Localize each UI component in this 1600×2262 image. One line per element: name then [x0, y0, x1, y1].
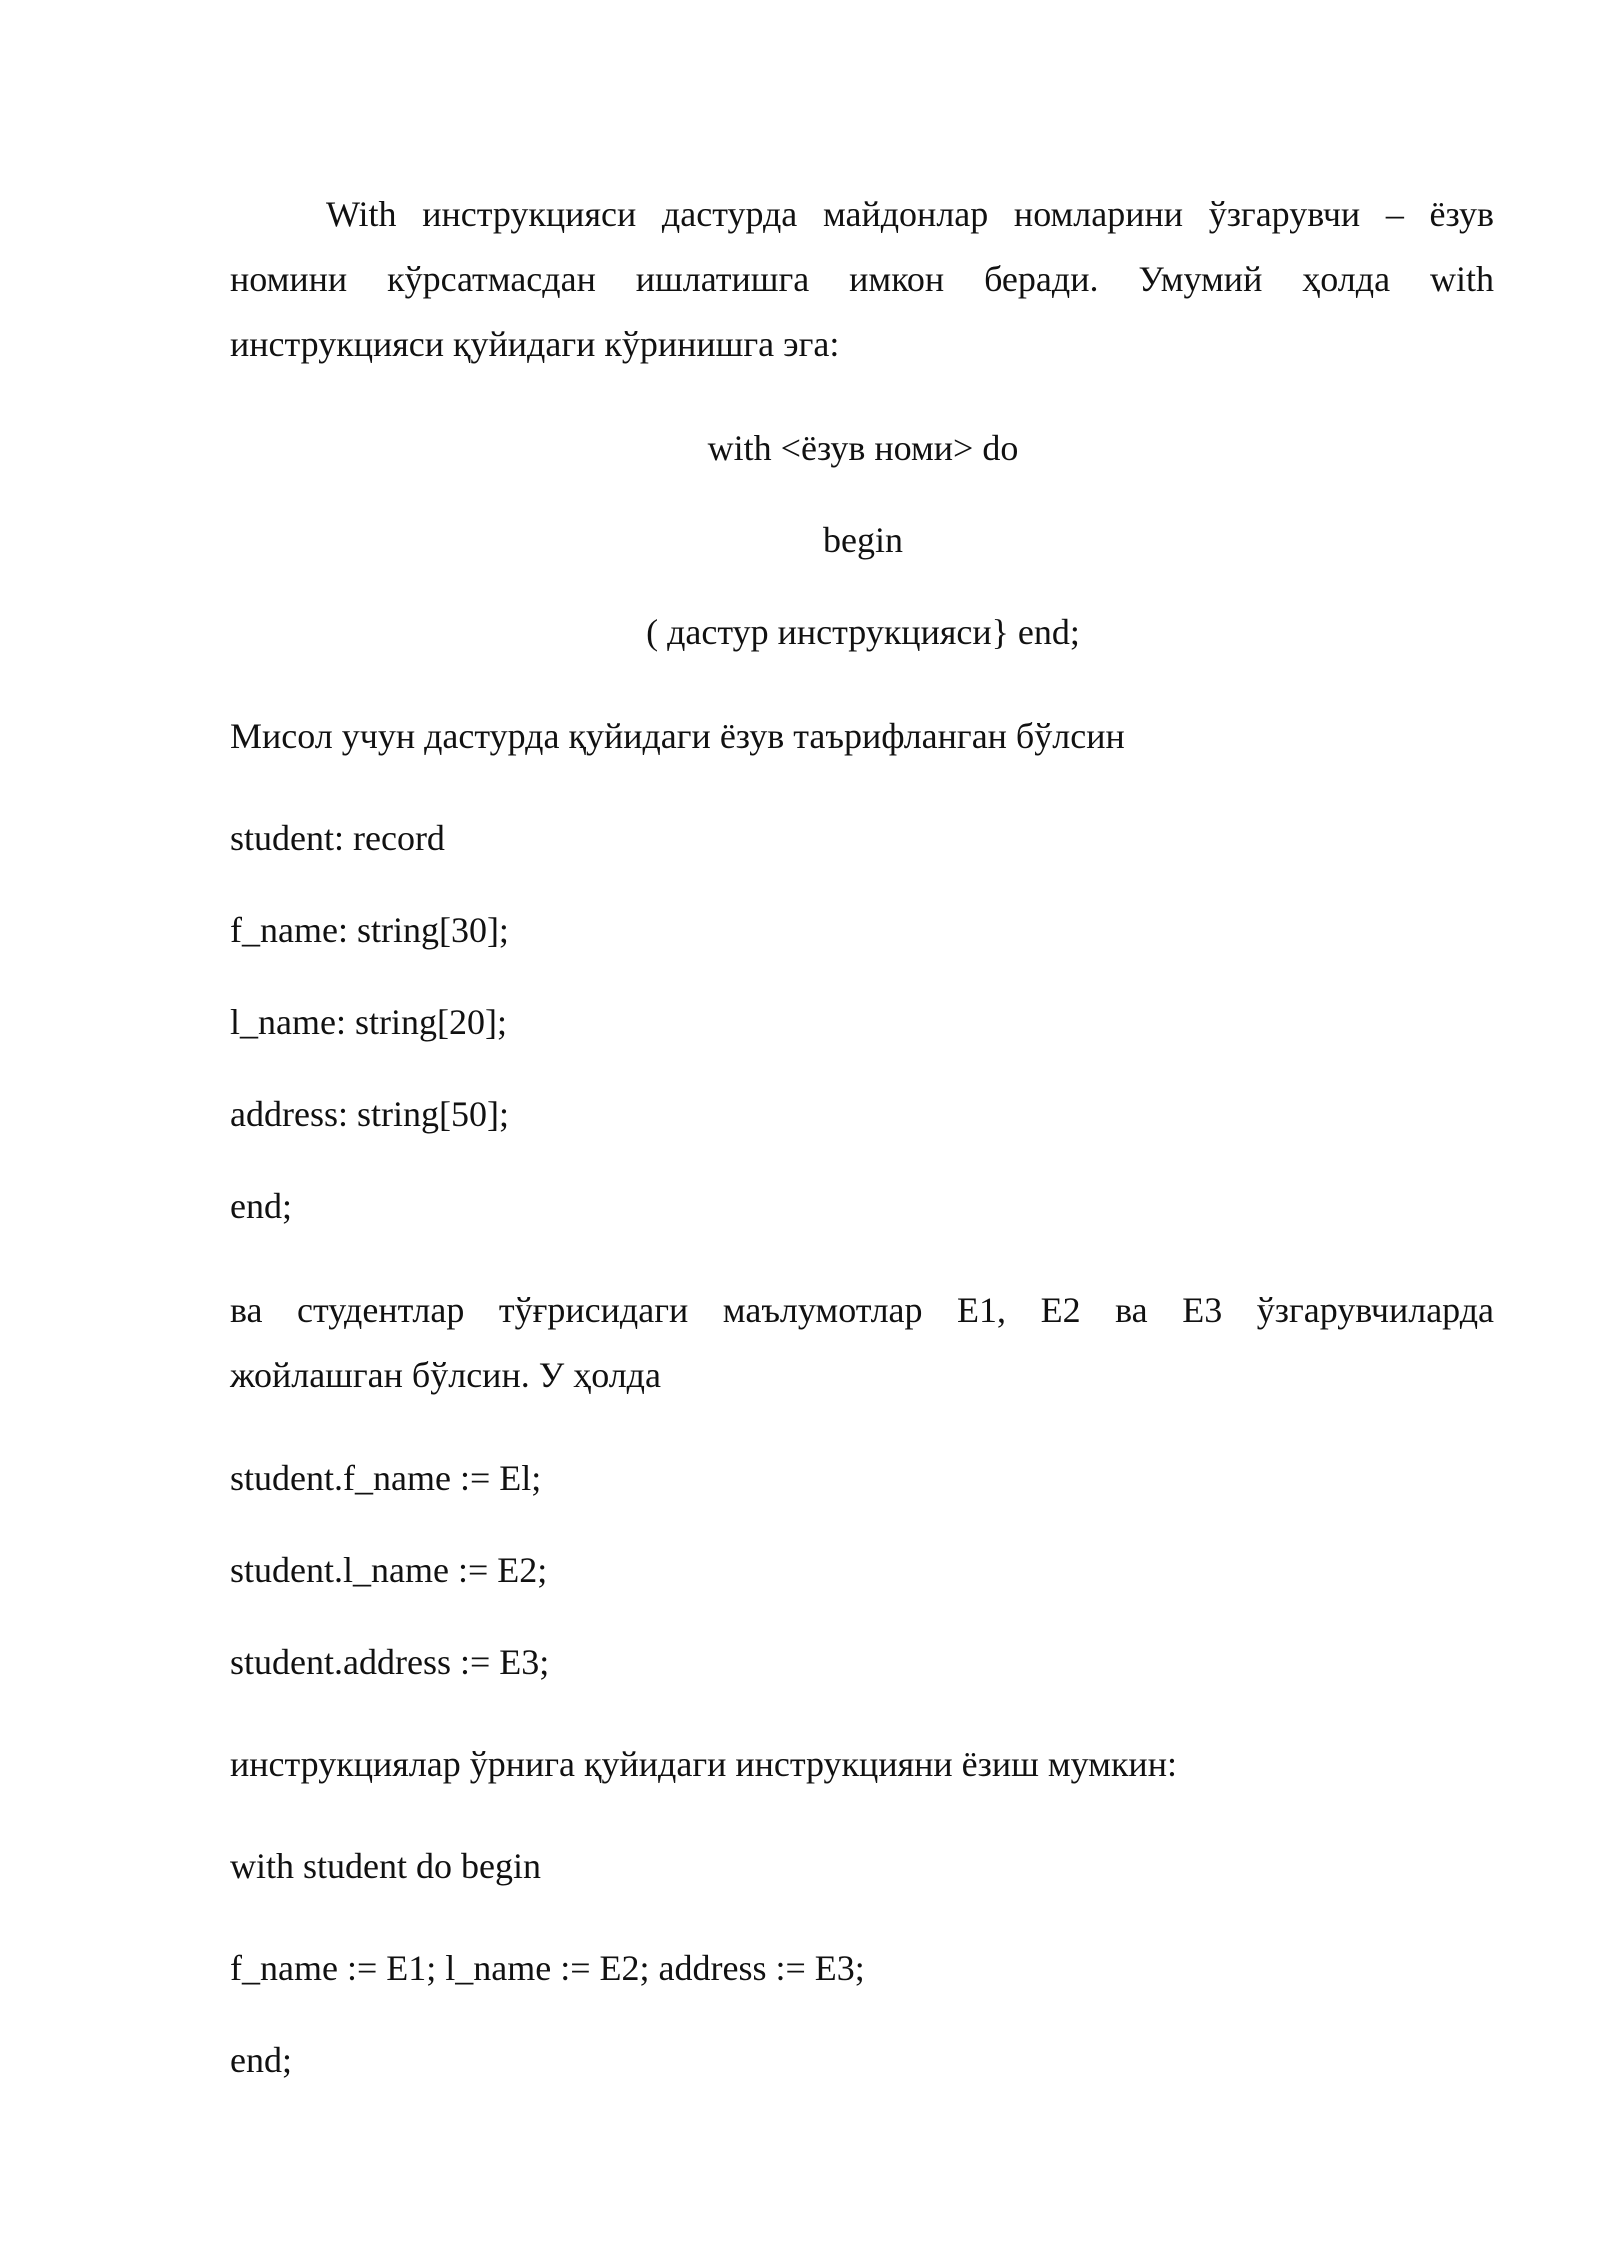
code-line: f_name := E1; l_name := E2; address := E3;	[230, 1948, 865, 1988]
code-line: student: record	[230, 818, 445, 858]
paragraph-line: With инструкцияси дастурда майдонлар номларини ўзгарувчи – ёзув	[326, 194, 1494, 234]
code-line: l_name: string[20];	[230, 1002, 507, 1042]
code-line: student.address := E3;	[230, 1642, 550, 1682]
code-line: student.f_name := El;	[230, 1458, 542, 1498]
paragraph-line: ва студентлар тўғрисидаги маълумотлар E1, E2 ва E3 ўзгарувчиларда	[230, 1290, 1494, 1330]
code-line: end;	[230, 2040, 292, 2080]
code-line: f_name: string[30];	[230, 910, 509, 950]
paragraph-line: номини кўрсатмасдан ишлатишга имкон беради. Умумий ҳолда with	[230, 259, 1494, 299]
code-line: student.l_name := E2;	[230, 1550, 548, 1590]
example-intro: Мисол учун дастурда қуйидаги ёзув таърифланган бўлсин	[230, 716, 1125, 756]
syntax-line: begin	[823, 520, 903, 560]
syntax-line: with <ёзув номи> do	[707, 428, 1019, 468]
replace-intro: инструкциялар ўрнига қуйидаги инструкцияни ёзиш мумкин:	[230, 1744, 1177, 1784]
syntax-line: ( дастур инструкцияси} end;	[646, 612, 1080, 652]
code-line: address: string[50];	[230, 1094, 509, 1134]
code-line: with student do begin	[230, 1846, 541, 1886]
code-line: end;	[230, 1186, 292, 1226]
paragraph-line: жойлашган бўлсин. У ҳолда	[230, 1355, 661, 1395]
paragraph-line: инструкцияси қуйидаги кўринишга эга:	[230, 324, 840, 364]
